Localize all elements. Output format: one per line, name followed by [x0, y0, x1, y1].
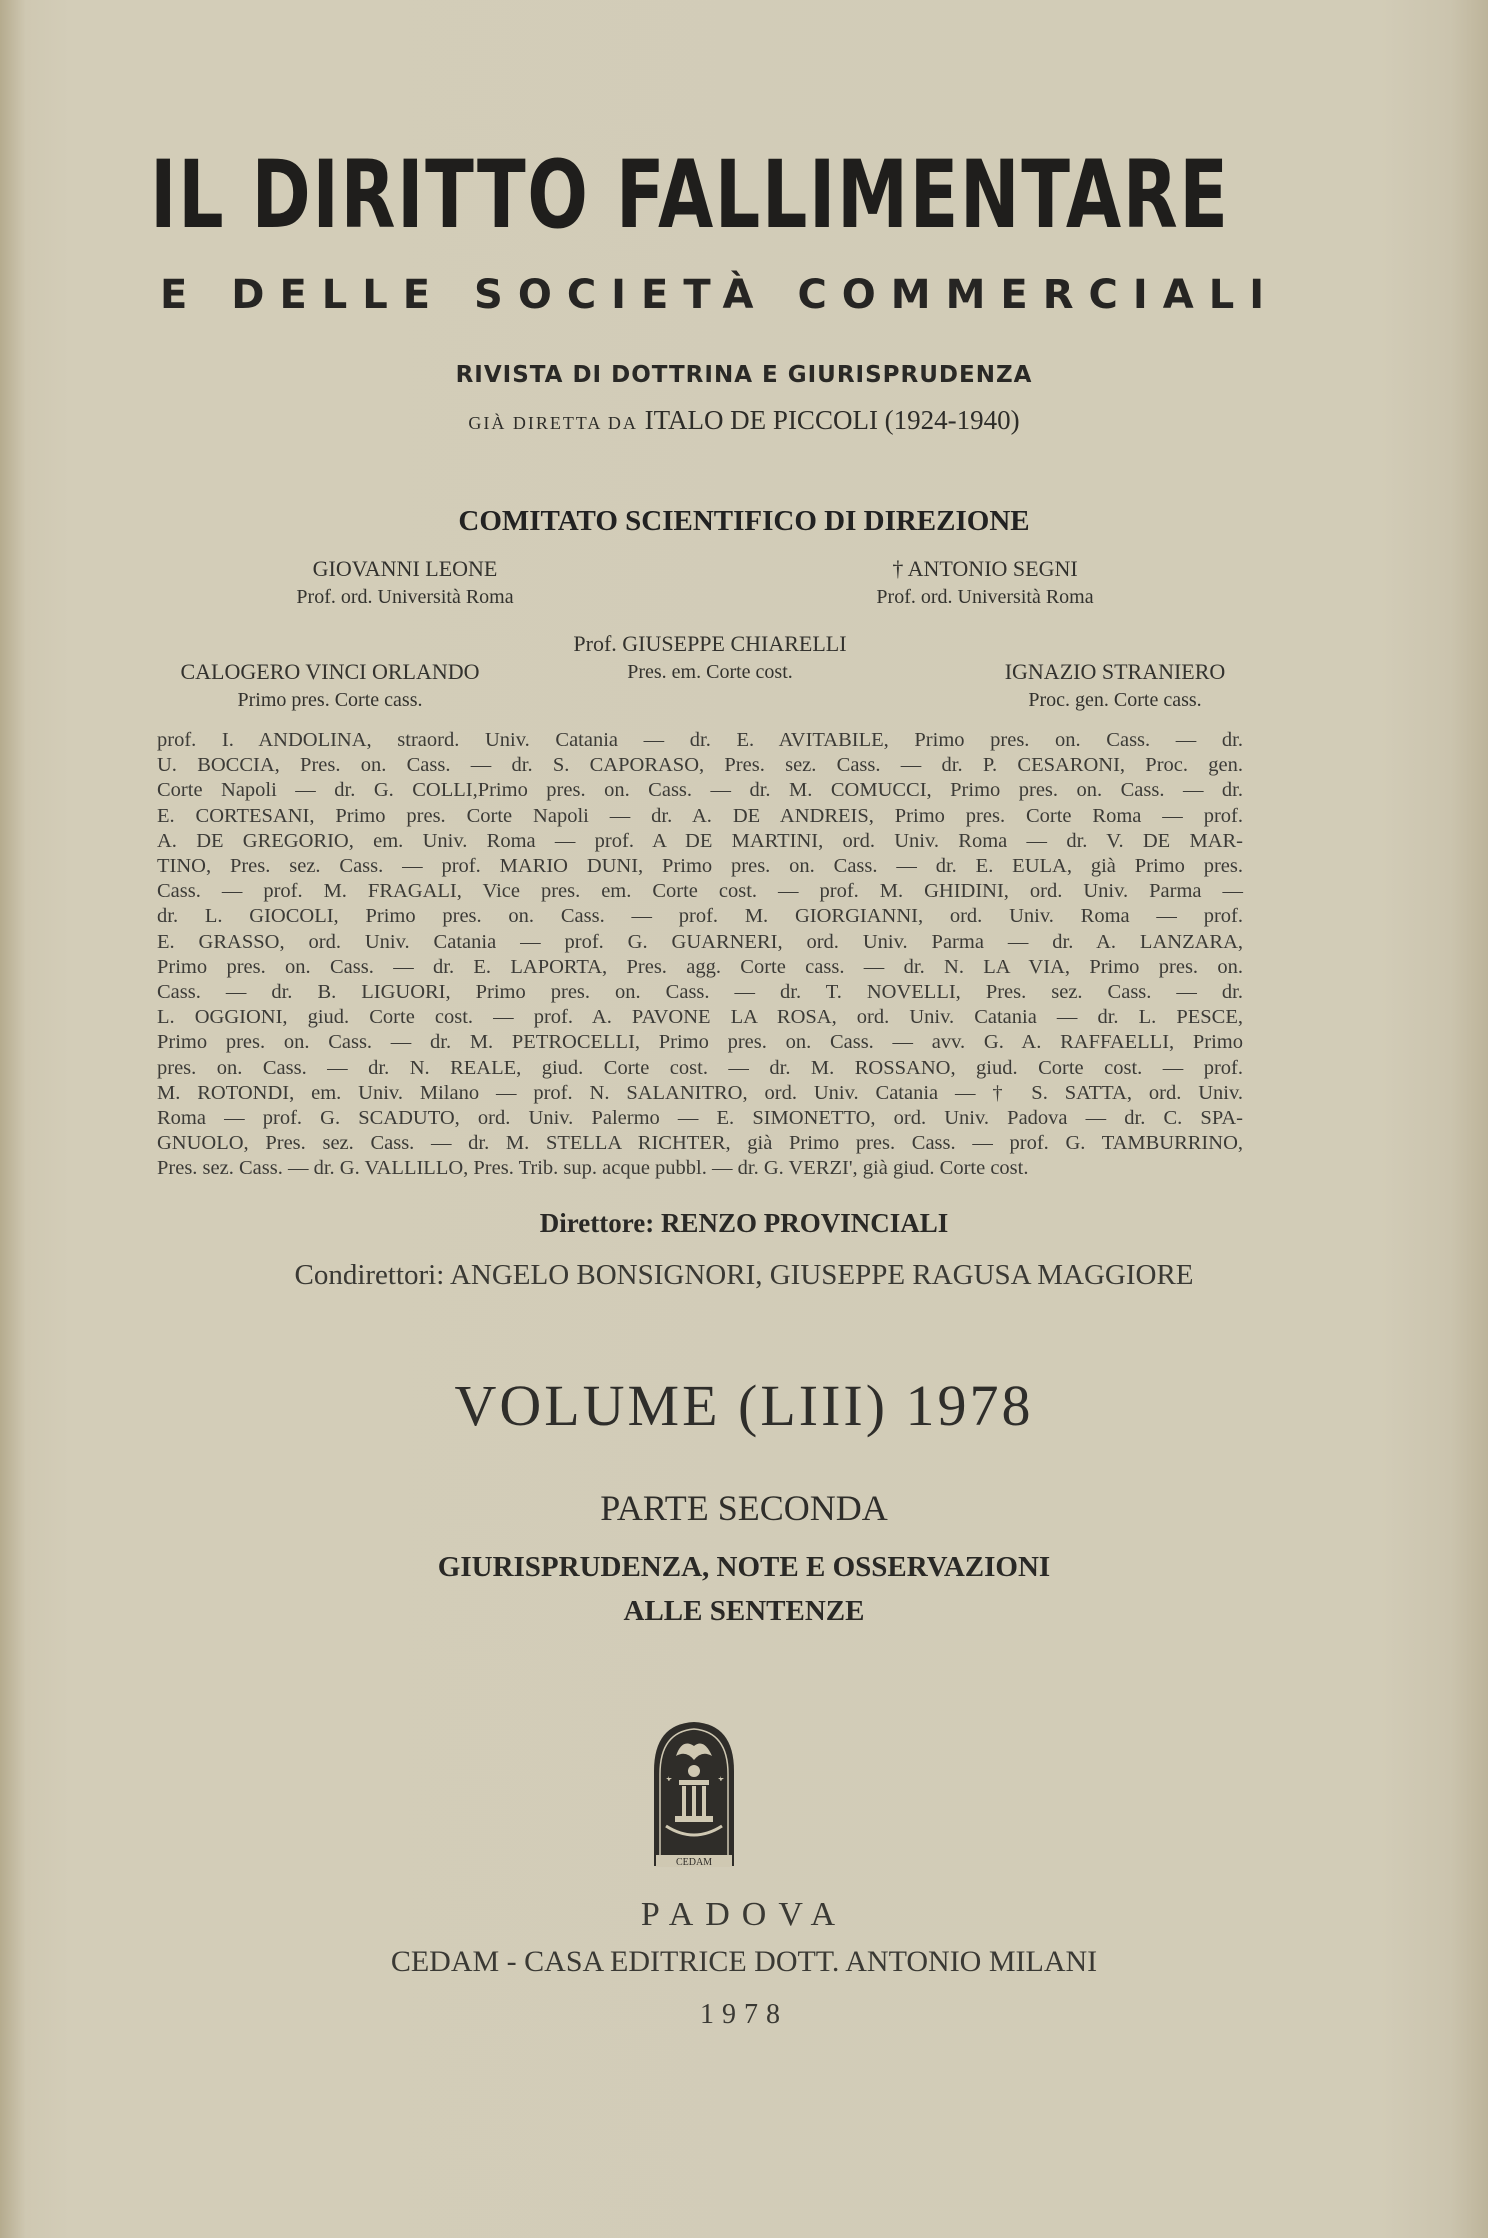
member-name: IGNAZIO STRANIERO: [1004, 659, 1226, 684]
committee-member: [970, 658, 1260, 714]
co-directors-line: Condirettori: ANGELO BONSIGNORI, GIUSEPPE RAGUSA MAGGIORE: [294, 1259, 1194, 1291]
journal-description: RIVISTA DI DOTTRINA E GIURISPRUDENZA: [455, 362, 1033, 388]
collaborators-line: A. DE GREGORIO, em. Univ. Roma — prof. A DE MARTINI, ord. Univ. Roma — dr. V. DE MAR-: [157, 829, 1243, 852]
volume-subject-line: GIURISPRUDENZA, NOTE E OSSERVAZIONI: [437, 1551, 1051, 1583]
committee-member: [250, 555, 560, 611]
collaborators-line: L. OGGIONI, giud. Corte cost. — prof. A. PAVONE LA ROSA, ord. Univ. Catania — dr. L. PESCE,: [157, 1006, 1243, 1029]
member-name: † ANTONIO SEGNI: [892, 556, 1078, 581]
collaborators-list: [157, 728, 1243, 1182]
collaborators-line: Roma — prof. G. SCADUTO, ord. Univ. Palermo — E. SIMONETTO, ord. Univ. Padova — dr. C. SPA-: [157, 1107, 1243, 1130]
former-director-line: [0, 405, 1488, 436]
committee-member: [530, 630, 890, 686]
collaborators-line: Cass. — dr. B. LIGUORI, Primo pres. on. Cass. — dr. T. NOVELLI, Pres. sez. Cass. — dr.: [157, 981, 1243, 1004]
collaborators-line: prof. I. ANDOLINA, straord. Univ. Catania — dr. E. AVITABILE, Primo pres. on. Cass. — dr.: [157, 729, 1243, 751]
member-role: Pres. em. Corte cost.: [627, 661, 793, 683]
member-role: Prof. ord. Università Roma: [296, 586, 514, 608]
member-name: Prof. GIUSEPPE CHIARELLI: [573, 631, 847, 656]
volume-part: PARTE SECONDA: [600, 1488, 888, 1528]
director-line: [0, 1208, 1488, 1239]
committee-member: [150, 658, 510, 714]
publisher-name: CEDAM - CASA EDITRICE DOTT. ANTONIO MILANI: [390, 1945, 1098, 1978]
journal-subtitle: E DELLE SOCIETÀ COMMERCIALI: [160, 272, 1280, 318]
collaborators-line: Primo pres. on. Cass. — dr. E. LAPORTA, Pres. agg. Corte cass. — dr. N. LA VIA, Primo pres. on.: [157, 955, 1243, 978]
collaborators-line: TINO, Pres. sez. Cass. — prof. MARIO DUNI, Primo pres. on. Cass. — dr. E. EULA, già Primo pres.: [157, 855, 1243, 878]
former-director-prefix: GIÀ DIRETTA DA: [468, 413, 638, 433]
collaborators-line: Pres. sez. Cass. — dr. G. VALLILLO, Pres. Trib. sup. acque pubbl. — dr. G. VERZI', già giud. Corte cost.: [157, 1157, 1029, 1180]
journal-title: IL DIRITTO FALLIMENTARE: [150, 141, 1230, 250]
director-label: Direttore:: [539, 1208, 655, 1238]
member-role: Prof. ord. Università Roma: [876, 586, 1094, 608]
director-name: RENZO PROVINCIALI: [660, 1208, 949, 1238]
publisher-city: PADOVA: [640, 1896, 848, 1933]
member-name: GIOVANNI LEONE: [312, 556, 498, 581]
cedam-emblem-icon: [646, 1716, 742, 1876]
publication-year: 1978: [700, 1999, 788, 2030]
collaborators-line: pres. on. Cass. — dr. N. REALE, giud. Corte cost. — dr. M. ROSSANO, giud. Corte cost. — prof.: [157, 1056, 1243, 1079]
collaborators-line: E. CORTESANI, Primo pres. Corte Napoli — dr. A. DE ANDREIS, Primo pres. Corte Roma — prof.: [157, 804, 1243, 827]
volume-subject: [0, 1545, 1488, 1633]
committee-heading: COMITATO SCIENTIFICO DI DIREZIONE: [458, 505, 1030, 537]
volume-title: VOLUME (LIII) 1978: [454, 1373, 1034, 1438]
collaborators-line: U. BOCCIA, Pres. on. Cass. — dr. S. CAPORASO, Pres. sez. Cass. — dr. P. CESARONI, Proc. gen.: [157, 754, 1243, 777]
volume-subject-line: ALLE SENTENZE: [623, 1595, 865, 1627]
member-role: Primo pres. Corte cass.: [237, 689, 423, 711]
collaborators-line: GNUOLO, Pres. sez. Cass. — dr. M. STELLA RICHTER, già Primo pres. Cass. — prof. G. TAMBURRINO,: [157, 1132, 1243, 1155]
collaborators-line: Primo pres. on. Cass. — dr. M. PETROCELLI, Primo pres. on. Cass. — avv. G. A. RAFFAELLI, Primo: [157, 1031, 1243, 1054]
member-role: Proc. gen. Corte cass.: [1028, 689, 1202, 711]
former-director-name: ITALO DE PICCOLI (1924-1940): [644, 405, 1020, 435]
collaborators-line: Corte Napoli — dr. G. COLLI,Primo pres. on. Cass. — dr. M. COMUCCI, Primo pres. on. Cass. — dr.: [157, 779, 1243, 802]
committee-member: [825, 555, 1145, 611]
collaborators-line: Cass. — prof. M. FRAGALI, Vice pres. em. Corte cost. — prof. M. GHIDINI, ord. Univ. Parma —: [157, 880, 1243, 903]
collaborators-line: E. GRASSO, ord. Univ. Catania — prof. G. GUARNERI, ord. Univ. Parma — dr. A. LANZARA,: [157, 930, 1243, 953]
collaborators-line: dr. L. GIOCOLI, Primo pres. on. Cass. — prof. M. GIORGIANNI, ord. Univ. Roma — prof.: [157, 905, 1243, 928]
emblem-text: CEDAM: [675, 1857, 713, 1868]
member-name: CALOGERO VINCI ORLANDO: [180, 659, 480, 684]
collaborators-line: M. ROTONDI, em. Univ. Milano — prof. N. SALANITRO, ord. Univ. Catania — † S. SATTA, ord. Univ.: [157, 1081, 1243, 1104]
